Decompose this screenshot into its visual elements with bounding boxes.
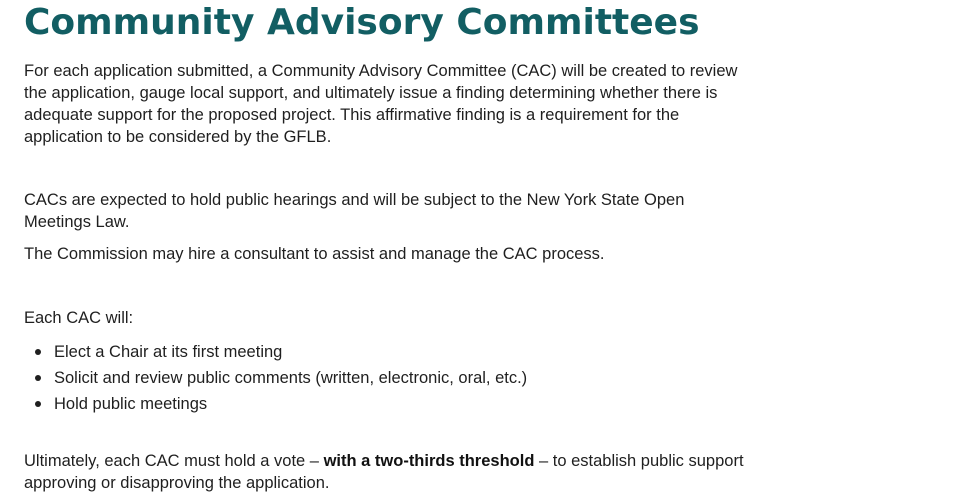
cac-duties-list <box>24 339 527 417</box>
each-cac-intro: Each CAC will: <box>24 309 134 327</box>
list-item-text: Hold public meetings <box>54 395 208 413</box>
list-item <box>24 339 527 365</box>
hearings-paragraph: CACs are expected to hold public hearings and will be subject to the New York State Open Meetings Law. <box>24 191 685 231</box>
bullet-icon <box>35 401 41 407</box>
bullet-icon <box>35 349 41 355</box>
list-item <box>24 365 527 391</box>
vote-text-after: – to establish public support approving or disapproving the application. <box>24 452 744 492</box>
bullet-icon <box>35 375 41 381</box>
page-title: Community Advisory Committees <box>24 2 700 43</box>
vote-paragraph <box>24 450 744 494</box>
vote-text-before: Ultimately, each CAC must hold a vote – <box>24 452 324 470</box>
consultant-paragraph: The Commission may hire a consultant to assist and manage the CAC process. <box>24 245 605 263</box>
vote-threshold-emphasis: with a two-thirds threshold <box>323 452 535 470</box>
list-item-text: Elect a Chair at its first meeting <box>54 343 283 361</box>
list-item-text: Solicit and review public comments (written, electronic, oral, etc.) <box>54 369 528 387</box>
intro-paragraph: For each application submitted, a Community Advisory Committee (CAC) will be created to review the application, gauge local support, and ultimately issue a finding determining whether there is adequate support for the proposed project. This affirmative finding is a requirement for the application to be considered by the GFLB. <box>24 62 738 146</box>
list-item <box>24 391 527 417</box>
